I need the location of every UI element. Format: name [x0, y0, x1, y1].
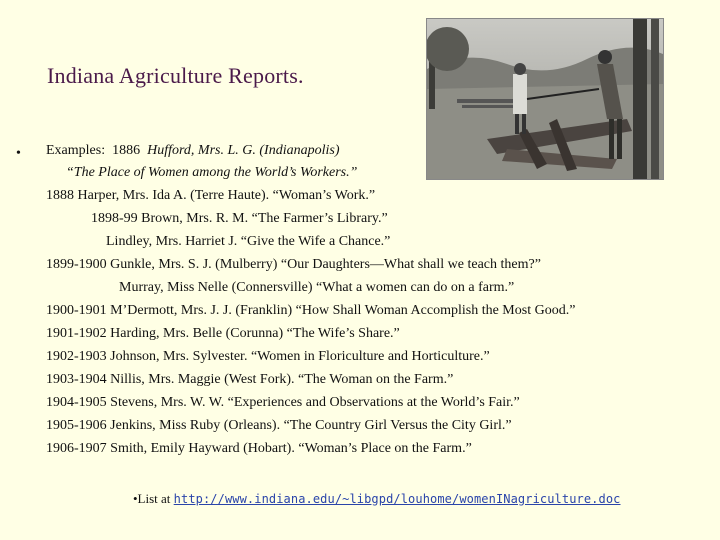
list-item: 1905-1906 Jenkins, Miss Ruby (Orleans). “The Country Girl Versus the City Girl.”: [46, 418, 512, 433]
source-document-link[interactable]: http://www.indiana.edu/~libgpd/louhome/womenINagriculture.doc: [173, 492, 621, 506]
list-item: 1902-1903 Johnson, Mrs. Sylvester. “Women in Floriculture and Horticulture.”: [46, 349, 490, 364]
list-item: 1906-1907 Smith, Emily Hayward (Hobart). “Woman’s Place on the Farm.”: [46, 441, 472, 456]
list-item: 1899-1900 Gunkle, Mrs. S. J. (Mulberry) “Our Daughters—What shall we teach them?”: [46, 257, 541, 272]
examples-label: Examples:: [46, 143, 106, 158]
first-title: “The Place of Women among the World’s Workers.”: [66, 165, 358, 180]
list-item: 1888 Harper, Mrs. Ida A. (Terre Haute). “Woman’s Work.”: [46, 188, 376, 203]
list-item: Murray, Miss Nelle (Connersville) “What a women can do on a farm.”: [119, 280, 515, 295]
list-item: 1903-1904 Nillis, Mrs. Maggie (West Fork). “The Woman on the Farm.”: [46, 372, 454, 387]
footer-prefix: •List at: [133, 491, 174, 506]
first-year: 1886: [112, 143, 141, 158]
photo-of-farmers-sawing-wood-icon: [427, 19, 663, 179]
bullet-marker: •: [16, 146, 21, 161]
historical-photo: [426, 18, 664, 180]
footer-list-link-line: [133, 491, 620, 507]
slide-title: Indiana Agriculture Reports.: [47, 63, 304, 88]
list-item: Lindley, Mrs. Harriet J. “Give the Wife a Chance.”: [106, 234, 391, 249]
list-item: 1898-99 Brown, Mrs. R. M. “The Farmer’s Library.”: [91, 211, 388, 226]
list-item: 1901-1902 Harding, Mrs. Belle (Corunna) “The Wife’s Share.”: [46, 326, 400, 341]
list-item: 1900-1901 M’Dermott, Mrs. J. J. (Franklin) “How Shall Woman Accomplish the Most Good.”: [46, 303, 576, 318]
list-item: 1904-1905 Stevens, Mrs. W. W. “Experiences and Observations at the World’s Fair.”: [46, 395, 520, 410]
examples-first-line: [46, 142, 340, 160]
first-name: Hufford, Mrs. L. G. (Indianapolis): [147, 143, 340, 158]
